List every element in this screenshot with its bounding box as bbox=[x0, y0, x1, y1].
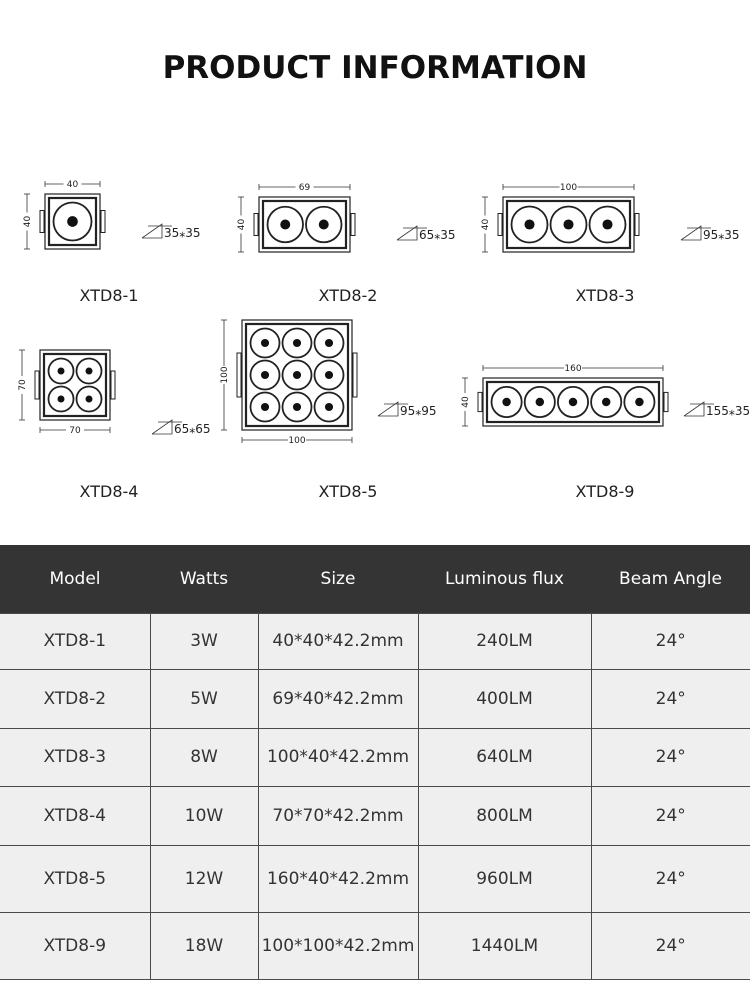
lens-dot bbox=[261, 371, 269, 379]
cell-beam-angle: 24° bbox=[591, 669, 750, 728]
cell-beam-angle: 24° bbox=[591, 912, 750, 979]
header-beam-angle: Beam Angle bbox=[591, 545, 750, 613]
cell-model: XTD8-9 bbox=[0, 912, 150, 979]
height-dim-xtd8-3: 40 bbox=[481, 218, 491, 231]
cell-size: 100*100*42.2mm bbox=[258, 912, 418, 979]
lens-dot bbox=[502, 398, 510, 406]
cell-model: XTD8-2 bbox=[0, 669, 150, 728]
lens-dot bbox=[293, 339, 301, 347]
lens-dot bbox=[58, 368, 65, 375]
right-clip-xtd8-4 bbox=[111, 371, 115, 399]
cell-model: XTD8-3 bbox=[0, 728, 150, 786]
lens-dot bbox=[635, 398, 643, 406]
table-header-row bbox=[0, 545, 750, 613]
cell-beam-angle: 24° bbox=[591, 845, 750, 912]
table-row bbox=[0, 912, 750, 979]
cell-watts: 10W bbox=[150, 786, 258, 845]
lens-dot bbox=[261, 403, 269, 411]
width-dim-xtd8-4: 70 bbox=[69, 426, 81, 436]
cell-model: XTD8-5 bbox=[0, 845, 150, 912]
cutout-xtd8-4: 65⁎65 bbox=[174, 422, 211, 436]
spec-table bbox=[0, 545, 750, 980]
drawing-label-xtd8-3: XTD8-3 bbox=[575, 286, 635, 305]
cell-size: 160*40*42.2mm bbox=[258, 845, 418, 912]
right-clip-xtd8-1 bbox=[101, 211, 105, 233]
cutout-xtd8-3: 95⁎35 bbox=[703, 228, 740, 242]
cell-size: 100*40*42.2mm bbox=[258, 728, 418, 786]
lens-dot bbox=[67, 216, 78, 227]
lens-dot bbox=[293, 371, 301, 379]
cell-beam-angle: 24° bbox=[591, 786, 750, 845]
cutout-xtd8-9: 155⁎35 bbox=[706, 404, 750, 418]
left-clip-xtd8-3 bbox=[498, 214, 502, 236]
drawing-label-xtd8-4: XTD8-4 bbox=[79, 482, 139, 501]
frame-xtd8-4 bbox=[40, 350, 110, 420]
height-dim-xtd8-9: 40 bbox=[461, 396, 471, 408]
lens-dot bbox=[86, 368, 93, 375]
page-title: PRODUCT INFORMATION bbox=[162, 50, 588, 86]
width-dim-xtd8-1: 40 bbox=[66, 180, 79, 190]
lens-dot bbox=[325, 371, 333, 379]
lens-dot bbox=[293, 403, 301, 411]
drawing-label-xtd8-1: XTD8-1 bbox=[79, 286, 139, 305]
table-row bbox=[0, 786, 750, 845]
table-row bbox=[0, 613, 750, 669]
technical-drawings-svg bbox=[0, 160, 750, 520]
header-luminous-flux: Luminous flux bbox=[418, 545, 591, 613]
lens-dot bbox=[325, 339, 333, 347]
table-row bbox=[0, 845, 750, 912]
right-clip-xtd8-5 bbox=[353, 353, 357, 397]
lens-dot bbox=[563, 219, 573, 229]
drawing-label-xtd8-2: XTD8-2 bbox=[318, 286, 378, 305]
width-dim-xtd8-5: 100 bbox=[288, 436, 306, 446]
header-model: Model bbox=[0, 545, 150, 613]
lens-dot bbox=[524, 219, 534, 229]
cell-watts: 3W bbox=[150, 613, 258, 669]
width-dim-xtd8-3: 100 bbox=[559, 183, 578, 193]
width-dim-xtd8-9: 160 bbox=[564, 364, 582, 374]
height-dim-xtd8-1: 40 bbox=[23, 215, 33, 228]
cell-luminous-flux: 960LM bbox=[418, 845, 591, 912]
cell-luminous-flux: 640LM bbox=[418, 728, 591, 786]
lens-dot bbox=[602, 219, 612, 229]
cell-model: XTD8-4 bbox=[0, 786, 150, 845]
cell-watts: 8W bbox=[150, 728, 258, 786]
lens-dot bbox=[536, 398, 544, 406]
left-clip-xtd8-2 bbox=[254, 214, 258, 236]
cell-size: 40*40*42.2mm bbox=[258, 613, 418, 669]
left-clip-xtd8-4 bbox=[35, 371, 39, 399]
left-clip-xtd8-5 bbox=[237, 353, 241, 397]
table-row bbox=[0, 669, 750, 728]
lens-dot bbox=[280, 220, 290, 230]
cell-size: 69*40*42.2mm bbox=[258, 669, 418, 728]
cell-model: XTD8-1 bbox=[0, 613, 150, 669]
cell-watts: 12W bbox=[150, 845, 258, 912]
lens-dot bbox=[86, 396, 93, 403]
lens-dot bbox=[569, 398, 577, 406]
cell-watts: 18W bbox=[150, 912, 258, 979]
drawing-label-xtd8-9: XTD8-9 bbox=[575, 482, 635, 501]
cell-luminous-flux: 400LM bbox=[418, 669, 591, 728]
cell-luminous-flux: 1440LM bbox=[418, 912, 591, 979]
lens-dot bbox=[602, 398, 610, 406]
cell-luminous-flux: 800LM bbox=[418, 786, 591, 845]
cutout-xtd8-2: 65⁎35 bbox=[419, 228, 456, 242]
lens-dot bbox=[261, 339, 269, 347]
cell-luminous-flux: 240LM bbox=[418, 613, 591, 669]
header-watts: Watts bbox=[150, 545, 258, 613]
left-clip-xtd8-1 bbox=[40, 211, 44, 233]
drawing-label-xtd8-5: XTD8-5 bbox=[318, 482, 378, 501]
header-size: Size bbox=[258, 545, 418, 613]
lens-dot bbox=[325, 403, 333, 411]
height-dim-xtd8-5: 100 bbox=[220, 366, 230, 384]
right-clip-xtd8-2 bbox=[351, 214, 355, 236]
lens-dot bbox=[58, 396, 65, 403]
right-clip-xtd8-9 bbox=[664, 392, 668, 411]
cell-beam-angle: 24° bbox=[591, 613, 750, 669]
cell-size: 70*70*42.2mm bbox=[258, 786, 418, 845]
product-drawings bbox=[0, 160, 750, 520]
right-clip-xtd8-3 bbox=[635, 214, 639, 236]
cutout-xtd8-1: 35⁎35 bbox=[164, 226, 201, 240]
cell-watts: 5W bbox=[150, 669, 258, 728]
lens-dot bbox=[319, 220, 329, 230]
width-dim-xtd8-2: 69 bbox=[298, 183, 311, 193]
height-dim-xtd8-4: 70 bbox=[18, 379, 28, 391]
table-row bbox=[0, 728, 750, 786]
height-dim-xtd8-2: 40 bbox=[237, 218, 247, 231]
left-clip-xtd8-9 bbox=[478, 392, 482, 411]
cell-beam-angle: 24° bbox=[591, 728, 750, 786]
cutout-xtd8-5: 95⁎95 bbox=[400, 404, 437, 418]
